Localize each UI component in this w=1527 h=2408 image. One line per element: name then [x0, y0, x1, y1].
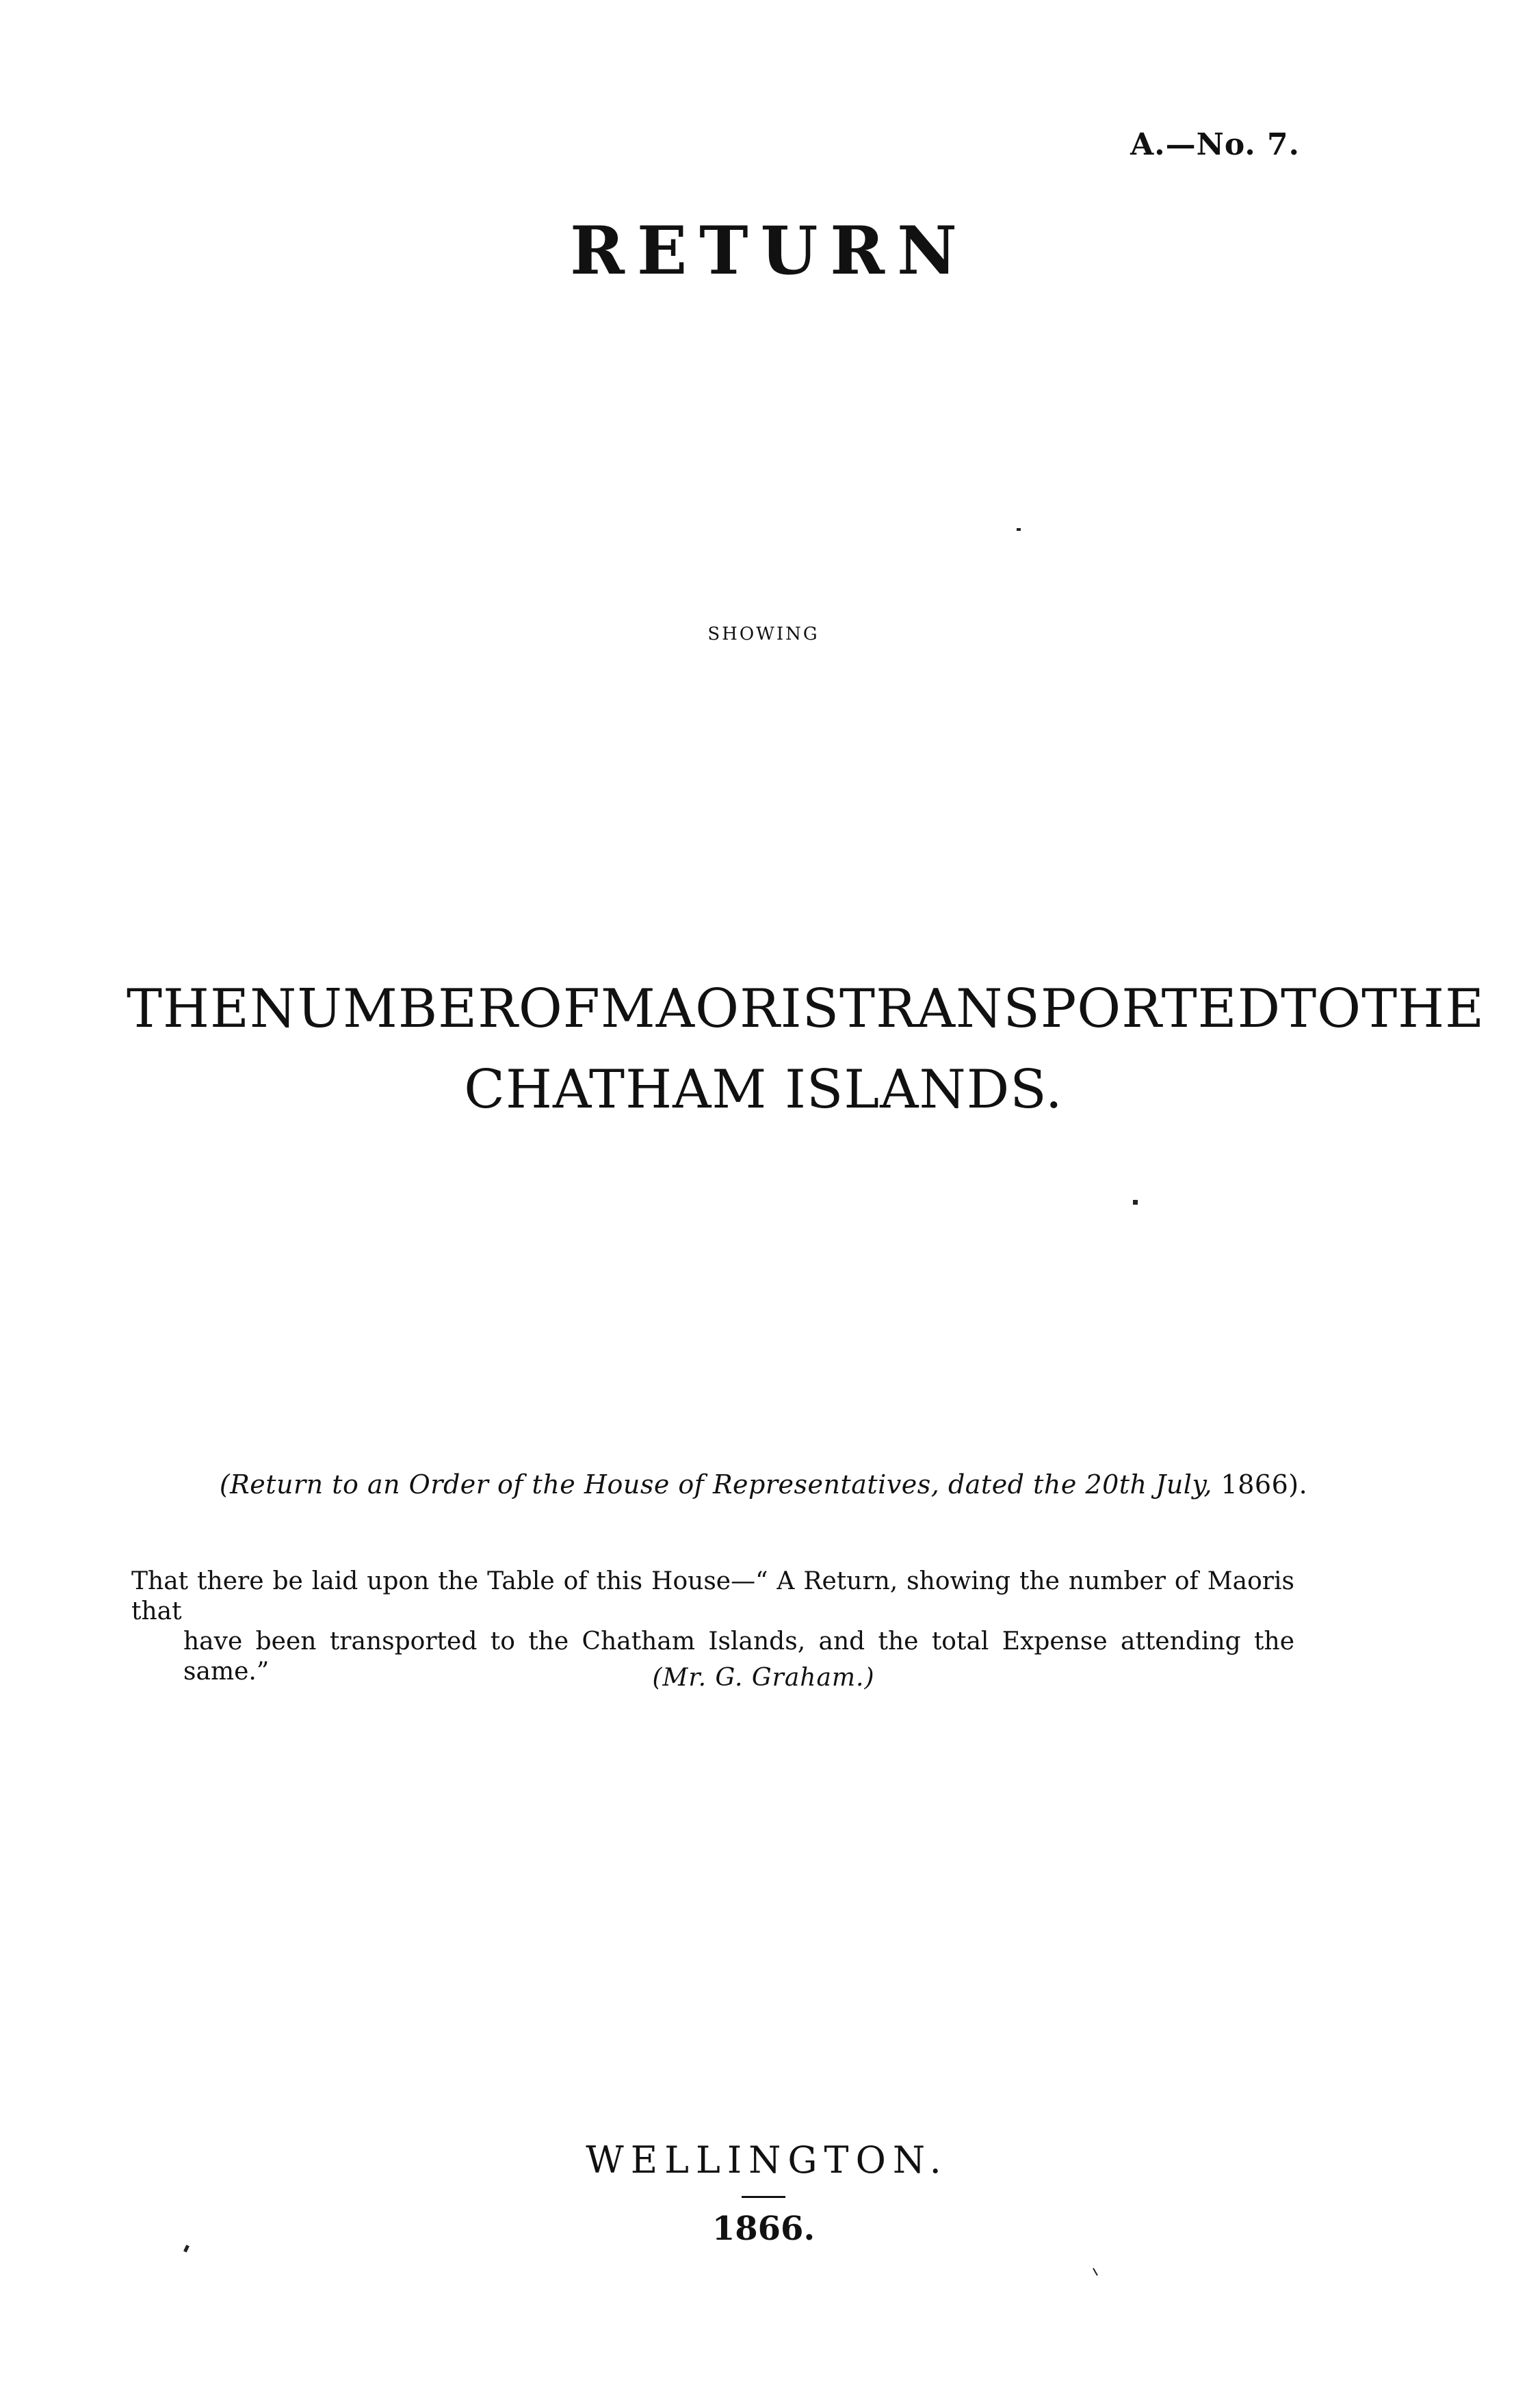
- document-title: RETURN: [570, 212, 969, 289]
- imprint-place: WELLINGTON.: [586, 2138, 948, 2182]
- motion-mover: (Mr. G. Graham.): [652, 1664, 875, 1692]
- subject-word: TO: [1281, 978, 1362, 1040]
- paper-number: A.—No. 7.: [1130, 127, 1300, 162]
- subject-word: NUMBER: [250, 978, 519, 1040]
- subject-word: THE: [127, 978, 250, 1040]
- subject-word: THE: [1361, 978, 1485, 1040]
- motion-line-1: That there be laid upon the Table of this House—“ A Return, showing the number of Maoris that: [131, 1567, 1294, 1625]
- subject-word: TRANSPORTED: [839, 978, 1281, 1040]
- imprint-year: 1866.: [712, 2210, 815, 2248]
- order-reference-month: July,: [1147, 1469, 1221, 1500]
- subject-word: MAORIS: [600, 978, 840, 1040]
- imprint-rule: [742, 2196, 785, 2198]
- subject-title-line-1: [127, 978, 1485, 1040]
- order-reference-day: 20th: [1085, 1469, 1147, 1500]
- motion-line-2: have been transported to the Chatham Islands, and the total Expense attending the same.”: [183, 1627, 1294, 1686]
- order-reference-prefix: (Return to an Order of the House of Representatives, dated the: [219, 1469, 1086, 1500]
- order-reference-suffix: ).: [1288, 1469, 1308, 1500]
- scan-speck: [1133, 1200, 1138, 1205]
- order-reference-year: 1866: [1221, 1469, 1289, 1500]
- subject-title-line-2: CHATHAM ISLANDS.: [464, 1059, 1063, 1121]
- order-reference: [0, 1469, 1527, 1500]
- subject-word: OF: [518, 978, 601, 1040]
- scan-speck: [1093, 2268, 1098, 2275]
- title-connector: SHOWING: [707, 624, 820, 644]
- scan-speck: [1017, 528, 1021, 531]
